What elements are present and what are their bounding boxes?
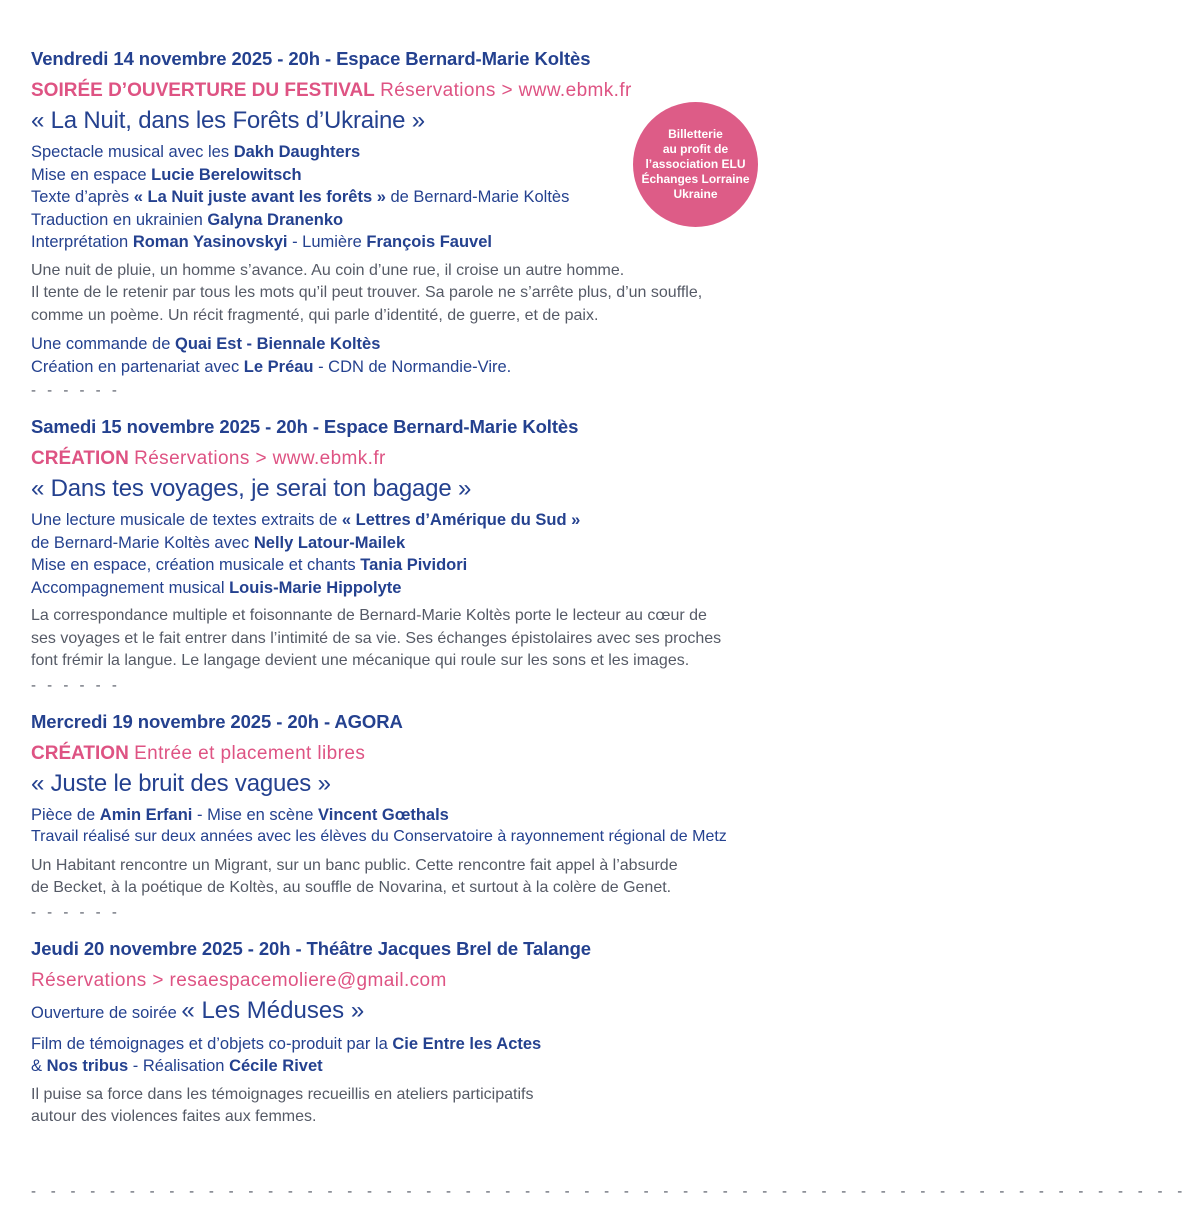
credit-line [31, 509, 791, 532]
badge-line: au profit de [662, 142, 729, 156]
event-description [31, 605, 791, 673]
credit-text: Travail réalisé sur deux années avec les élèves du Conservatoire à rayonnement régional de Metz [31, 828, 727, 845]
description-line: ses voyages et le fait entrer dans l’intimité de sa vie. Ses échanges épistolaires avec ses proches [31, 629, 722, 647]
credit-text: & [31, 1057, 47, 1075]
extra-text: - CDN de Normandie-Vire. [313, 357, 512, 376]
credit-line [31, 804, 791, 827]
credit-text: Interprétation [31, 233, 133, 251]
event-title: « Dans tes voyages, je serai ton bagage » [31, 475, 472, 502]
event-date: Samedi 15 novembre 2025 - 20h - Espace Bernard-Marie Koltès [31, 416, 579, 437]
bottom-separator: - - - - - - - - - - - - - - - - - - - - - - - - - - - - - - - - - - - - - - - - - - - - - - - - - - - - - - - - - - - [31, 1183, 1188, 1200]
event-title: « La Nuit, dans les Forêts d’Ukraine » [31, 107, 425, 134]
title-prefix: Ouverture de soirée [31, 1003, 182, 1022]
event-title: « Juste le bruit des vagues » [31, 769, 331, 797]
event-3 [31, 711, 791, 920]
description-line: de Becket, à la poétique de Koltès, au souffle de Novarina, et surtout à la colère de Genet. [31, 879, 672, 896]
event-date: Jeudi 20 novembre 2025 - 20h - Théâtre Jacques Brel de Talange [31, 937, 591, 959]
section-separator: - - - - - - [31, 903, 121, 921]
credit-line [31, 826, 791, 849]
credit-name: Lucie Berelowitsch [151, 165, 302, 184]
event-date: Mercredi 19 novembre 2025 - 20h - AGORA [31, 710, 403, 732]
credit-text: Pièce de [31, 805, 100, 824]
credit-name: Amin Erfani [99, 805, 193, 824]
credit-name: Nos tribus [46, 1057, 129, 1075]
credit-text: Traduction en ukrainien [31, 210, 208, 229]
credit-name: « Lettres d’Amérique du Sud » [341, 511, 581, 529]
description-line: La correspondance multiple et foisonnante de Bernard-Marie Koltès porte le lecteur au cœur de [31, 607, 707, 624]
extra-line [31, 356, 791, 379]
credit-name: Tania Pividori [360, 556, 468, 574]
event-category: CRÉATION [31, 448, 129, 469]
credit-name: Cécile Rivet [229, 1057, 323, 1075]
extra-text: Création en partenariat avec [31, 357, 244, 376]
badge-line: l’association ELU [645, 157, 746, 171]
credit-line [31, 231, 791, 254]
credit-line [31, 577, 791, 600]
extra-name: Quai Est - Biennale Koltès [175, 335, 381, 353]
description-line: font frémir la langue. Le langage devient une mécanique qui roule sur les sons et les images. [31, 652, 690, 669]
badge-line: Billetterie [668, 127, 723, 141]
credit-text: Mise en espace, création musicale et chants [31, 556, 361, 574]
credit-text: Mise en espace [31, 165, 152, 184]
description-line: Un Habitant rencontre un Migrant, sur un banc public. Cette rencontre fait appel à l’absurde [31, 856, 678, 874]
extra-text: Une commande de [31, 335, 175, 353]
event-category-line [31, 448, 791, 470]
description-line: comme un poème. Un récit fragmenté, qui parle d’identité, de guerre, et de paix. [31, 306, 599, 324]
credit-name: Dakh Daughters [233, 143, 361, 161]
credit-name: Cie Entre les Actes [392, 1034, 542, 1053]
credit-text: - Réalisation [128, 1057, 230, 1075]
credit-name: Vincent Gœthals [318, 805, 449, 824]
description-line: Une nuit de pluie, un homme s’avance. Au coin d’une rue, il croise un autre homme. [31, 261, 625, 279]
section-separator: - - - - - - [31, 676, 121, 694]
credit-name: Galyna Dranenko [207, 210, 344, 229]
reservation-link[interactable]: Réservations > www.ebmk.fr [134, 448, 386, 469]
event-credits [31, 509, 791, 599]
badge-line: Ukraine [673, 187, 718, 201]
section-separator: - - - - - - [31, 382, 121, 399]
event-category-line [31, 80, 791, 102]
badge-line: Échanges Lorraine [641, 172, 750, 186]
event-title: « Les Méduses » [181, 996, 365, 1024]
event-description [31, 260, 791, 328]
reservation-email-link[interactable]: Réservations > resaespacemoliere@gmail.com [31, 969, 447, 991]
credit-name: Louis-Marie Hippolyte [229, 578, 402, 597]
credit-name: Nelly Latour-Mailek [253, 533, 406, 552]
event-4 [31, 938, 791, 1129]
event-category: CRÉATION [31, 742, 129, 764]
event-extra [31, 333, 791, 378]
credit-text: Film de témoignages et d’objets co-produit par la [31, 1034, 393, 1053]
description-line: Il puise sa force dans les témoignages recueillis en ateliers participatifs [31, 1085, 534, 1103]
credit-text: Accompagnement musical [31, 578, 230, 597]
credit-line [31, 1033, 791, 1056]
event-category-line [31, 970, 791, 992]
description-line: autour des violences faites aux femmes. [31, 1108, 317, 1125]
credit-text: Une lecture musicale de textes extraits de [31, 511, 342, 529]
badge-text [641, 127, 749, 202]
credit-line [31, 532, 791, 555]
credit-text: Texte d’après [31, 188, 134, 206]
credit-name: François Fauvel [366, 233, 492, 251]
event-2 [31, 416, 791, 693]
reservation-info: Entrée et placement libres [134, 742, 366, 764]
description-line: Il tente de le retenir par tous les mots qu’il peut trouver. Sa parole ne s’arrête plus, d’un souffle, [31, 284, 703, 301]
credit-name: Roman Yasinovskyi [132, 233, 288, 251]
event-date: Vendredi 14 novembre 2025 - 20h - Espace Bernard-Marie Koltès [31, 48, 591, 69]
event-credits [31, 804, 791, 849]
event-category-line [31, 743, 791, 765]
reservation-link[interactable]: Réservations > www.ebmk.fr [380, 80, 632, 101]
event-credits [31, 1033, 791, 1078]
event-description [31, 1084, 791, 1129]
credit-text: Spectacle musical avec les [31, 143, 234, 161]
credit-line [31, 554, 791, 577]
credit-text: de Bernard-Marie Koltès [385, 188, 570, 206]
event-title-line [31, 997, 791, 1025]
credit-text: - Mise en scène [192, 805, 319, 824]
extra-name: Le Préau [243, 357, 314, 376]
ticketing-badge [633, 102, 758, 227]
credit-text: - Lumière [287, 233, 367, 251]
credit-name: « La Nuit juste avant les forêts » [133, 188, 386, 206]
credit-line [31, 1055, 791, 1078]
event-category: SOIRÉE D’OUVERTURE DU FESTIVAL [31, 80, 375, 101]
credit-text: de Bernard-Marie Koltès avec [31, 533, 254, 552]
event-description [31, 855, 791, 900]
extra-line [31, 333, 791, 356]
